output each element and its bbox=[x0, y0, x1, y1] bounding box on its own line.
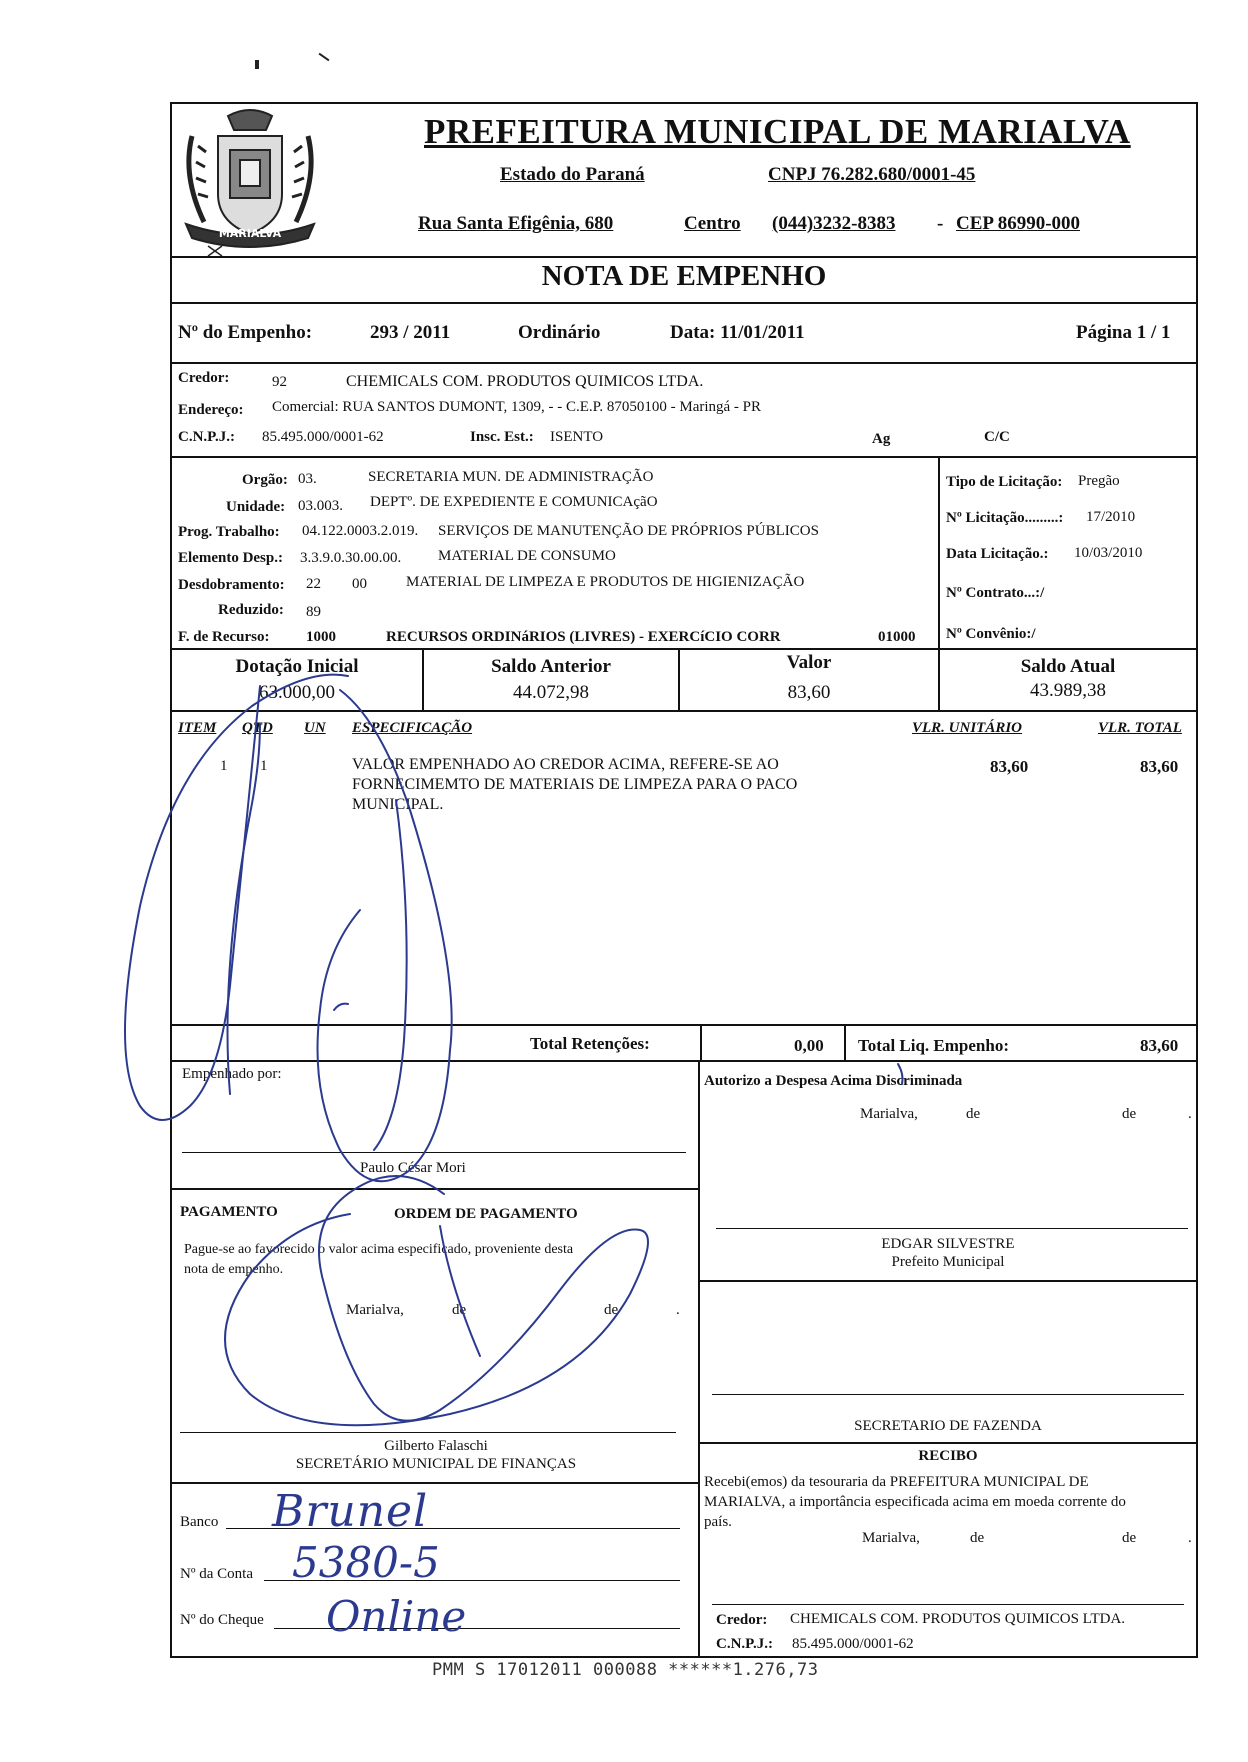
cep-label: CEP 86990-000 bbox=[956, 213, 1081, 234]
credor-cnpj-label: C.N.P.J.: bbox=[178, 429, 235, 445]
recurso-label: F. de Recurso: bbox=[178, 629, 270, 645]
svg-text:MARIALVA: MARIALVA bbox=[218, 227, 282, 240]
prefeito-role: Prefeito Municipal bbox=[891, 1254, 1005, 1270]
phone-label: (044)3232-8383 bbox=[772, 213, 896, 234]
empenho-type: Ordinário bbox=[518, 322, 601, 343]
financas-signer-role: SECRETÁRIO MUNICIPAL DE FINANÇAS bbox=[295, 1456, 577, 1472]
dotacao-value: 63.000,00 bbox=[259, 682, 335, 703]
cheque-label: Nº do Cheque bbox=[180, 1612, 264, 1628]
insc-value: ISENTO bbox=[550, 429, 604, 445]
liquido-value: 83,60 bbox=[1140, 1036, 1179, 1055]
credor-name: CHEMICALS COM. PRODUTOS QUIMICOS LTDA. bbox=[346, 373, 704, 390]
data-licitacao: 10/03/2010 bbox=[1074, 545, 1143, 561]
recibo-de2: de bbox=[1122, 1530, 1137, 1546]
pagamento-label: PAGAMENTO bbox=[180, 1204, 278, 1220]
insc-label: Insc. Est.: bbox=[470, 429, 534, 445]
table-row-vlr-total: 83,60 bbox=[1140, 757, 1179, 776]
col-item: ITEM bbox=[178, 720, 217, 736]
tipo-licitacao: Pregão bbox=[1078, 473, 1120, 489]
frame-right bbox=[1196, 102, 1198, 1658]
elemento-label: Elemento Desp.: bbox=[178, 550, 283, 566]
desdobramento-name: MATERIAL DE LIMPEZA E PRODUTOS DE HIGIENIZAÇÃO bbox=[406, 574, 805, 590]
empenhado-signer: Paulo César Mori bbox=[360, 1160, 466, 1176]
table-row-spec-line3: MUNICIPAL. bbox=[352, 796, 444, 813]
prog-code: 04.122.0003.2.019. bbox=[302, 523, 419, 539]
elemento-name: MATERIAL DE CONSUMO bbox=[438, 548, 616, 564]
saldo-anterior-label: Saldo Anterior bbox=[491, 656, 611, 677]
retencoes-label: Total Retenções: bbox=[530, 1034, 650, 1053]
recibo-label: RECIBO bbox=[918, 1448, 978, 1464]
table-row-spec-line2: FORNECIMEMTO DE MATERIAIS DE LIMPEZA PARA O PACO bbox=[352, 776, 798, 793]
recibo-text-line1: Recebi(emos) da tesouraria da PREFEITURA MUNICIPAL DE bbox=[704, 1474, 1089, 1490]
banco-label: Banco bbox=[180, 1514, 219, 1530]
convenio-label: Nº Convênio:/ bbox=[946, 626, 1036, 642]
col-un: UN bbox=[304, 720, 326, 736]
footer-stamp: PMM S 17012011 000088 ******1.276,73 bbox=[432, 1660, 819, 1680]
coat-of-arms-icon bbox=[178, 106, 322, 258]
page-title: PREFEITURA MUNICIPAL DE MARIALVA bbox=[424, 112, 1131, 151]
col-spec: ESPECIFICAÇÃO bbox=[352, 720, 473, 736]
address-label: Rua Santa Efigênia, 680 bbox=[418, 213, 614, 234]
empenho-date: Data: 11/01/2011 bbox=[670, 322, 805, 343]
col-vlr-total: VLR. TOTAL bbox=[1098, 720, 1182, 736]
state-label: Estado do Paraná bbox=[500, 164, 645, 185]
orgao-name: SECRETARIA MUN. DE ADMINISTRAÇÃO bbox=[368, 469, 654, 485]
saldo-atual-label: Saldo Atual bbox=[1020, 656, 1116, 677]
table-row-vlr-unit: 83,60 bbox=[990, 757, 1029, 776]
num-licitacao: 17/2010 bbox=[1086, 509, 1136, 525]
recibo-credor-name: CHEMICALS COM. PRODUTOS QUIMICOS LTDA. bbox=[790, 1611, 1126, 1627]
data-licitacao-label: Data Licitação.: bbox=[946, 546, 1049, 562]
recurso-name: RECURSOS ORDINáRIOS (LIVRES) - EXERCíCIO CORR bbox=[386, 629, 781, 645]
recurso-code: 1000 bbox=[306, 629, 336, 645]
saldo-atual-value: 43.989,38 bbox=[1030, 680, 1106, 701]
secretario-fazenda: SECRETARIO DE FAZENDA bbox=[854, 1418, 1042, 1434]
valor-value: 83,60 bbox=[787, 682, 831, 703]
table-row-spec-line1: VALOR EMPENHADO AO CREDOR ACIMA, REFERE-SE AO bbox=[352, 756, 779, 773]
credor-address: Comercial: RUA SANTOS DUMONT, 1309, - - C.E.P. 87050100 - Maringá - PR bbox=[272, 399, 762, 415]
frame-bottom bbox=[170, 1656, 1198, 1658]
empenhado-label: Empenhado por: bbox=[182, 1066, 282, 1082]
valor-label: Valor bbox=[786, 652, 832, 673]
desdobramento-code: 22 bbox=[306, 576, 321, 592]
prog-label: Prog. Trabalho: bbox=[178, 524, 280, 540]
financas-signer-name: Gilberto Falaschi bbox=[384, 1438, 488, 1454]
account-label: C/C bbox=[984, 429, 1010, 445]
desdobramento-label: Desdobramento: bbox=[178, 577, 285, 593]
credor-cnpj: 85.495.000/0001-62 bbox=[262, 429, 384, 445]
ordem-pagamento-label: ORDEM DE PAGAMENTO bbox=[394, 1206, 578, 1222]
pagamento-city: Marialva, bbox=[346, 1302, 404, 1318]
reduzido-label: Reduzido: bbox=[218, 602, 284, 618]
agency-label: Ag bbox=[872, 431, 891, 447]
num-licitacao-label: Nº Licitação.........: bbox=[946, 510, 1064, 526]
reduzido-value: 89 bbox=[306, 604, 321, 620]
pagamento-de1: de bbox=[452, 1302, 467, 1318]
autorizo-city: Marialva, bbox=[860, 1106, 918, 1122]
empenho-number-label: Nº do Empenho: bbox=[178, 322, 313, 343]
phone-separator: - bbox=[937, 213, 944, 234]
pagamento-text-line2: nota de empenho. bbox=[184, 1262, 284, 1277]
conta-label: Nº da Conta bbox=[180, 1566, 253, 1582]
unidade-code: 03.003. bbox=[298, 498, 343, 514]
empenho-number: 293 / 2011 bbox=[370, 322, 451, 343]
unidade-label: Unidade: bbox=[226, 499, 286, 515]
banco-handwritten: Brunel bbox=[272, 1486, 429, 1537]
recibo-text-line2: MARIALVA, a importância especificada acima em moeda corrente do bbox=[704, 1494, 1126, 1510]
credor-code: 92 bbox=[272, 374, 287, 390]
frame-top bbox=[170, 102, 1198, 104]
cnpj-label: CNPJ 76.282.680/0001-45 bbox=[768, 164, 976, 185]
saldo-anterior-value: 44.072,98 bbox=[513, 682, 589, 703]
pagamento-dot: . bbox=[676, 1302, 680, 1318]
recibo-dot: . bbox=[1188, 1530, 1192, 1546]
unidade-name: DEPTº. DE EXPEDIENTE E COMUNICAçãO bbox=[370, 494, 658, 510]
liquido-label: Total Liq. Empenho: bbox=[858, 1036, 1009, 1055]
recibo-cnpj: 85.495.000/0001-62 bbox=[792, 1636, 914, 1652]
orgao-code: 03. bbox=[298, 471, 317, 487]
autorizo-de1: de bbox=[966, 1106, 981, 1122]
recibo-city: Marialva, bbox=[862, 1530, 920, 1546]
orgao-label: Orgão: bbox=[242, 472, 288, 488]
recurso-ref: 01000 bbox=[878, 629, 916, 645]
recibo-cnpj-label: C.N.P.J.: bbox=[716, 1636, 773, 1652]
table-row-item: 1 bbox=[220, 758, 228, 774]
scan-mark bbox=[319, 53, 330, 62]
address-field-label: Endereço: bbox=[178, 402, 244, 418]
pagamento-text-line1: Pague-se ao favorecido o valor acima especificado, proveniente desta bbox=[184, 1242, 574, 1257]
dotacao-label: Dotação Inicial bbox=[235, 656, 359, 677]
autorizo-de2: de bbox=[1122, 1106, 1137, 1122]
tipo-licitacao-label: Tipo de Licitação: bbox=[946, 474, 1063, 490]
credor-label: Credor: bbox=[178, 370, 230, 386]
col-vlr-unit: VLR. UNITÁRIO bbox=[912, 720, 1023, 736]
recibo-credor-label: Credor: bbox=[716, 1612, 768, 1628]
retencoes-value: 0,00 bbox=[794, 1036, 824, 1055]
prog-name: SERVIÇOS DE MANUTENÇÃO DE PRÓPRIOS PÚBLICOS bbox=[438, 523, 819, 539]
autorizo-label: Autorizo a Despesa Acima Discriminada bbox=[704, 1073, 963, 1089]
recibo-text-line3: país. bbox=[704, 1514, 732, 1530]
col-qtd: QTD bbox=[242, 720, 273, 736]
prefeito-name: EDGAR SILVESTRE bbox=[881, 1236, 1015, 1252]
scan-mark bbox=[255, 60, 259, 69]
pagamento-de2: de bbox=[604, 1302, 619, 1318]
document-title: NOTA DE EMPENHO bbox=[541, 260, 827, 292]
cheque-handwritten: Online bbox=[326, 1592, 467, 1641]
page-number: Página 1 / 1 bbox=[1076, 322, 1171, 343]
elemento-code: 3.3.9.0.30.00.00. bbox=[300, 550, 402, 566]
desdobramento-sub: 00 bbox=[352, 576, 367, 592]
recibo-de1: de bbox=[970, 1530, 985, 1546]
contrato-label: Nº Contrato...:/ bbox=[946, 585, 1045, 601]
conta-handwritten: 5380-5 bbox=[292, 1538, 440, 1587]
district-label: Centro bbox=[684, 213, 741, 234]
frame-left bbox=[170, 102, 172, 1658]
autorizo-dot: . bbox=[1188, 1106, 1192, 1122]
table-row-qtd: 1 bbox=[260, 758, 268, 774]
